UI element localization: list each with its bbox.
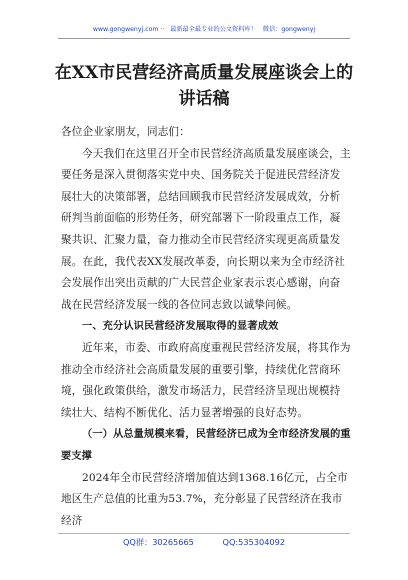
paragraph-section-1: 近年来，市委、市政府高度重视民营经济发展，将其作为推动全市经济社会高质量发展的重要引擎，持续优化营商环境，强化政策供给，激发市场活力，民营经济呈现出规模持续壮大、结构不断优化、活力显著增强的良好态势。 bbox=[61, 341, 351, 419]
header-slogan: 最新最全最专业的公文资料库！ bbox=[170, 26, 257, 33]
header-separator-dots: ·· bbox=[160, 26, 165, 33]
page-header bbox=[0, 24, 408, 33]
title-line-1: 在XX市民营经济高质量发展座谈会上的 bbox=[54, 63, 354, 83]
section-heading-1: 一、充分认识民营经济发展取得的显著成效 bbox=[82, 321, 279, 333]
header-wechat: 微信：gongwenyj bbox=[262, 26, 316, 33]
footer-qq-group: QQ群：30265665 bbox=[122, 537, 194, 547]
subsection-heading-1: （一）从总量规模来看，民营经济已成为全市经济发展的重要支撑 bbox=[61, 429, 351, 462]
page-footer bbox=[0, 537, 408, 548]
salutation: 各位企业家朋友，同志们： bbox=[61, 126, 190, 138]
title-line-2: 讲话稿 bbox=[178, 89, 230, 109]
paragraph-subsection-1: 2024年全市民营经济增加值达到1368.16亿元，占全市地区生产总值的比重为53.7%，充分彰显了民营经济在我市经济 bbox=[61, 471, 348, 527]
footer-qq-contact: QQ:535304092 bbox=[222, 537, 286, 547]
header-divider bbox=[58, 38, 350, 39]
document-title bbox=[30, 60, 378, 112]
header-url[interactable]: www.gongwenyj.com bbox=[92, 26, 159, 33]
footer-divider bbox=[58, 533, 350, 534]
document-body bbox=[61, 122, 351, 532]
paragraph-intro: 今天我们在这里召开全市民营经济高质量发展座谈会，主要任务是深入贯彻落实党中央、国务院关于促进民营经济发展壮大的决策部署，总结回顾我市民营经济发展成效，分析研判当前面临的形势任务，研究部署下一阶段重点工作，凝聚共识、汇聚力量，奋力推动全市民营经济实现更高质量发展。在此，我代表XX发展改革委，向长期以来为全市经济社会发展作出突出贡献的广大民营企业家表示衷心感谢，向奋战在民营经济发展一线的各位同志致以诚挚问候。 bbox=[61, 147, 351, 311]
